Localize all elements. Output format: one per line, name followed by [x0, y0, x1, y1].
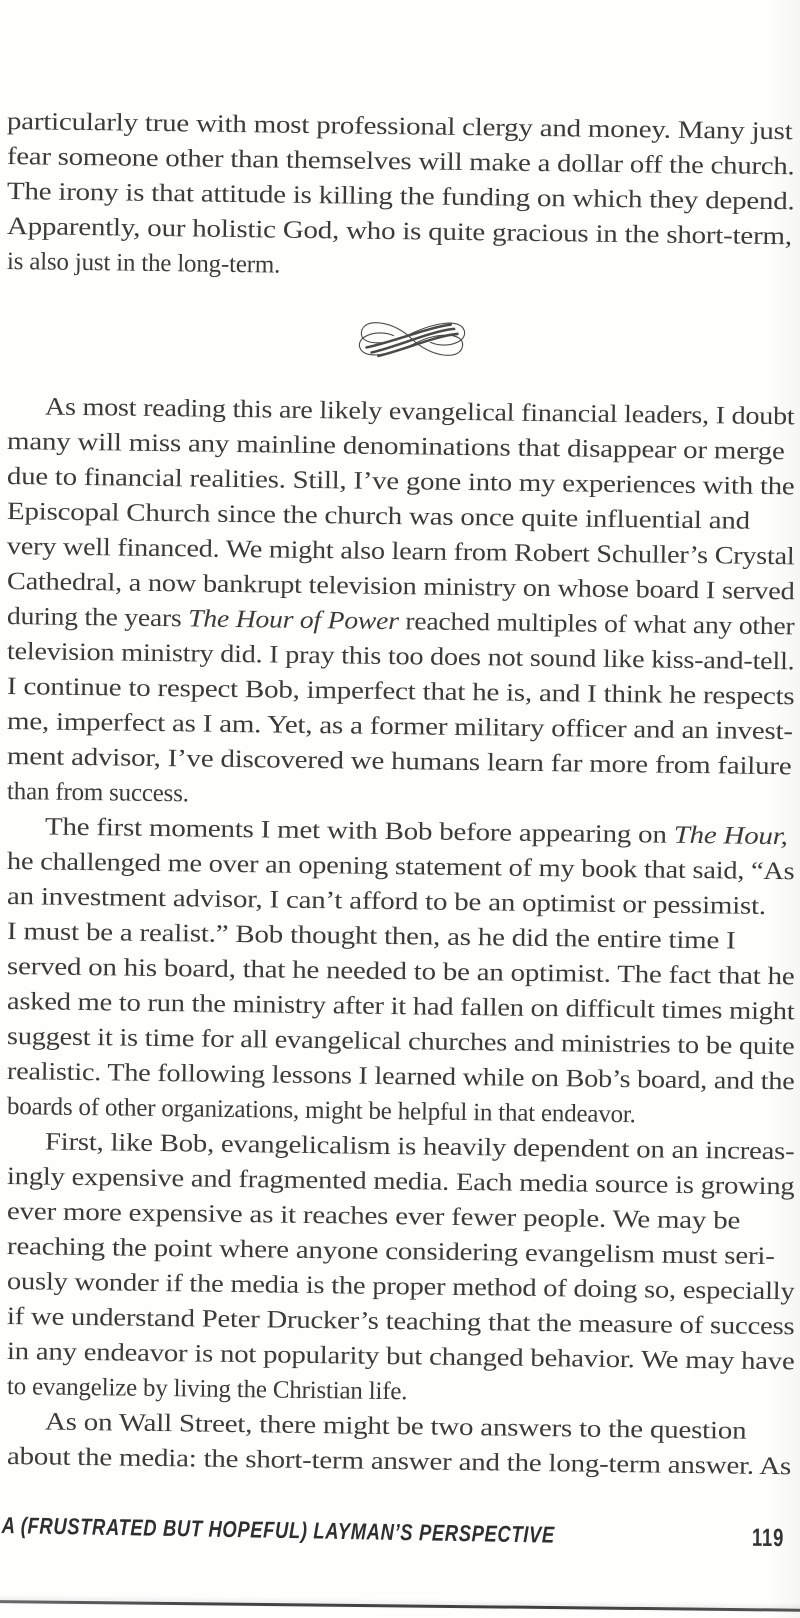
text-line: me, imperfect as I am. Yet, as a former military officer and an invest- [6, 708, 793, 746]
text-line: about the media: the short-term answer and the long-term answer. As [6, 1443, 792, 1481]
text-line: asked me to run the ministry after it had fallen on difficult times might [6, 988, 795, 1026]
text-line: The irony is that attitude is killing the funding on which they depend. [6, 178, 795, 216]
scan-page-edge [0, 1600, 800, 1612]
text-line: Apparently, our holistic God, who is quite gracious in the short-term, [6, 213, 792, 251]
text-line: The first moments I met with Bob before appearing on The Hour, [44, 813, 788, 851]
body-text [6, 104, 795, 1481]
text-line: particularly true with most professional clergy and money. Many just [6, 108, 793, 146]
text-line: reaching the point where anyone considering evangelism must seri- [6, 1233, 775, 1271]
text-line: many will miss any mainline denominations that disappear or merge [6, 428, 785, 466]
text-line: boards of other organizations, might be helpful in that endeavor. [6, 1093, 636, 1129]
text-line: television ministry did. I pray this too does not sound like kiss-and-tell. [6, 638, 795, 676]
text-line: is also just in the long-term. [6, 248, 281, 279]
text-line: I must be a realist.” Bob thought then, as he did the entire time I [6, 918, 736, 955]
text-line: Cathedral, a now bankrupt television ministry on whose board I served [6, 568, 795, 606]
text-line: if we understand Peter Drucker’s teaching that the measure of success [6, 1303, 795, 1341]
text-line: ingly expensive and fragmented media. Each media source is growing [6, 1163, 795, 1201]
text-line: in any endeavor is not popularity but changed behavior. We may have [6, 1338, 795, 1376]
text-line: served on his board, that he needed to be an optimist. The fact that he [6, 953, 795, 991]
text-line: an investment advisor, I can’t afford to be an optimist or pessimist. [6, 883, 767, 920]
text-line: suggest it is time for all evangelical churches and ministries to be quite [6, 1023, 795, 1061]
text-line: very well financed. We might also learn from Robert Schuller’s Crystal [6, 533, 795, 571]
running-footer-title: A (FRUSTRATED BUT HOPEFUL) LAYMAN’S PERSPECTIVE [1, 1512, 556, 1548]
text-line: ever more expensive as it reaches ever fewer people. We may be [6, 1198, 741, 1235]
section-divider [7, 279, 795, 389]
text-line: during the years The Hour of Power reached multiples of what any other [6, 603, 795, 641]
text-line: fear someone other than themselves will make a dollar off the church. [6, 143, 795, 181]
text-line: ment advisor, I’ve discovered we humans learn far more from failure [6, 743, 792, 781]
paragraph-4 [7, 1124, 795, 1404]
text-line: Episcopal Church since the church was once quite influential and [6, 498, 751, 535]
text-line: realistic. The following lessons I learned while on Bob’s board, and the [6, 1058, 795, 1096]
paragraph-3 [6, 809, 795, 1129]
text-line: due to financial realities. Still, I’ve gone into my experiences with the [6, 463, 795, 501]
paragraph-5 [6, 1404, 795, 1481]
text-line: I continue to respect Bob, imperfect that he is, and I think he respects [6, 673, 795, 711]
text-line: he challenged me over an opening statement of my book that said, “As [6, 848, 795, 886]
text-line: As on Wall Street, there might be two answers to the question [44, 1408, 747, 1445]
page-number: 119 [751, 1523, 785, 1553]
paragraph-1 [7, 104, 795, 279]
text-line: As most reading this are likely evangelical financial leaders, I doubt [44, 393, 795, 431]
text-line: First, like Bob, evangelicalism is heavily dependent on an increas- [44, 1128, 795, 1166]
calligraphic-flourish-icon [353, 311, 471, 367]
text-line: than from success. [6, 778, 189, 808]
text-line: to evangelize by living the Christian life. [6, 1373, 408, 1406]
paragraph-2 [7, 389, 795, 809]
text-line: ously wonder if the media is the proper method of doing so, especially [6, 1268, 795, 1306]
